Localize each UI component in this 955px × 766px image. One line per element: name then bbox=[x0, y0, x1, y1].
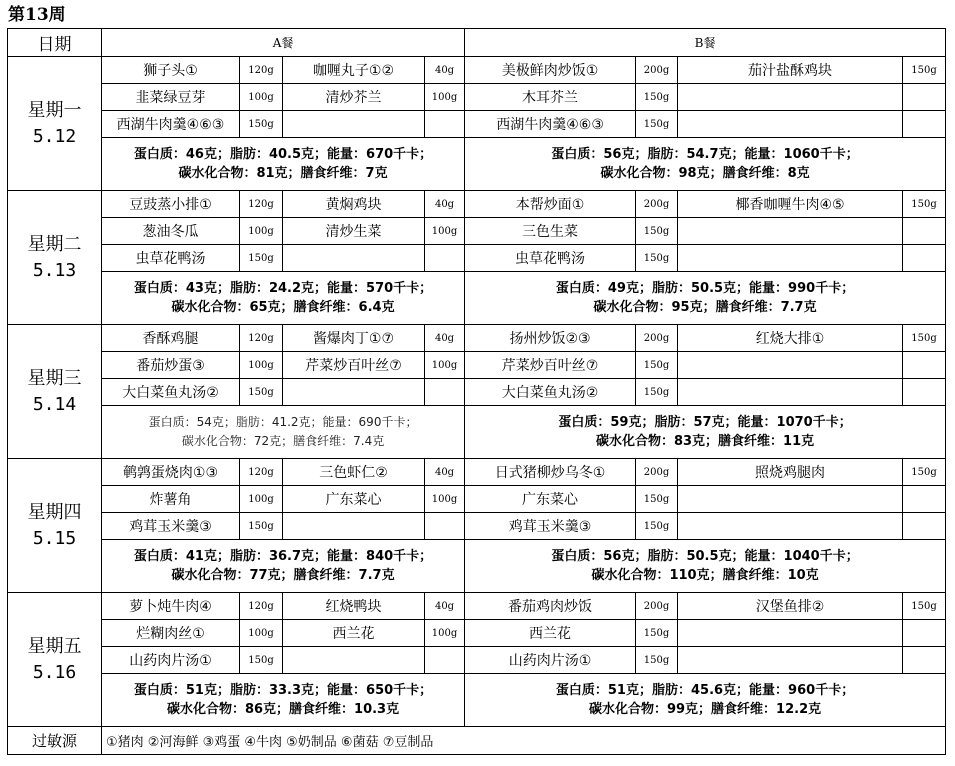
dish-name: 山药肉片汤① bbox=[465, 647, 636, 674]
dish-name: 照烧鸡腿肉 bbox=[678, 459, 903, 486]
weekday-label: 星期一 bbox=[27, 99, 82, 121]
dish-weight: 120g bbox=[240, 325, 283, 352]
dish-name: 汉堡鱼排② bbox=[678, 593, 903, 620]
menu-row bbox=[8, 245, 946, 272]
nutrition-a bbox=[102, 138, 465, 191]
nutrition-line: 蛋白质：49克；脂肪：50.5克；能量：990千卡； bbox=[555, 281, 855, 296]
dish-weight bbox=[903, 513, 946, 540]
dish-name: 清炒芥兰 bbox=[283, 84, 425, 111]
dish-name: 葱油冬瓜 bbox=[102, 218, 240, 245]
nutrition-a bbox=[102, 540, 465, 593]
nutrition-row bbox=[8, 540, 946, 593]
menu-row bbox=[8, 84, 946, 111]
dish-weight bbox=[425, 513, 465, 540]
nutrition-line: 蛋白质：46克；脂肪：40.5克；能量：670千卡； bbox=[133, 147, 433, 162]
dish-name: 炸薯角 bbox=[102, 486, 240, 513]
dish-name: 鸡茸玉米羹③ bbox=[465, 513, 636, 540]
nutrition-a bbox=[102, 674, 465, 727]
nutrition-row bbox=[8, 272, 946, 325]
nutrition-b bbox=[465, 406, 946, 459]
dish-name bbox=[283, 111, 425, 138]
dish-name: 香酥鸡腿 bbox=[102, 325, 240, 352]
dish-name: 黄焖鸡块 bbox=[283, 191, 425, 218]
dish-weight bbox=[425, 111, 465, 138]
dish-name: 椰香咖喱牛肉④⑤ bbox=[678, 191, 903, 218]
nutrition-line: 碳水化合物：98克；膳食纤维：8克 bbox=[600, 166, 810, 181]
dish-name: 鸡茸玉米羹③ bbox=[102, 513, 240, 540]
nutrition-line: 碳水化合物：110克；膳食纤维：10克 bbox=[591, 568, 819, 583]
dish-name: 西湖牛肉羹④⑥③ bbox=[465, 111, 636, 138]
date-label: 5.12 bbox=[32, 125, 77, 147]
dish-name bbox=[678, 84, 903, 111]
menu-row bbox=[8, 486, 946, 513]
dish-weight: 150g bbox=[636, 111, 678, 138]
dish-name bbox=[283, 513, 425, 540]
dish-weight: 150g bbox=[903, 325, 946, 352]
dish-name bbox=[283, 647, 425, 674]
menu-row bbox=[8, 593, 946, 620]
dish-weight: 200g bbox=[636, 325, 678, 352]
dish-name: 三色生菜 bbox=[465, 218, 636, 245]
date-column-header: 日期 bbox=[8, 29, 102, 57]
dish-name: 虫草花鸭汤 bbox=[102, 245, 240, 272]
dish-name: 番茄炒蛋③ bbox=[102, 352, 240, 379]
menu-row bbox=[8, 459, 946, 486]
dish-name: 韭菜绿豆芽 bbox=[102, 84, 240, 111]
nutrition-line: 蛋白质：51克；脂肪：33.3克；能量：650千卡； bbox=[133, 683, 433, 698]
dish-weight: 200g bbox=[636, 459, 678, 486]
nutrition-line: 碳水化合物：81克；膳食纤维：7克 bbox=[178, 166, 388, 181]
dish-name: 芹菜炒百叶丝⑦ bbox=[465, 352, 636, 379]
nutrition-line: 蛋白质：43克；脂肪：24.2克；能量：570千卡； bbox=[133, 281, 433, 296]
dish-name: 虫草花鸭汤 bbox=[465, 245, 636, 272]
dish-weight: 100g bbox=[240, 84, 283, 111]
dish-weight: 120g bbox=[240, 191, 283, 218]
dish-weight bbox=[903, 111, 946, 138]
nutrition-b bbox=[465, 540, 946, 593]
nutrition-line: 蛋白质：51克；脂肪：45.6克；能量：960千卡； bbox=[555, 683, 855, 698]
meal-b-header: B餐 bbox=[465, 29, 946, 57]
dish-weight bbox=[903, 218, 946, 245]
dish-weight: 150g bbox=[636, 379, 678, 406]
date-label: 5.13 bbox=[32, 259, 77, 281]
nutrition-line: 蛋白质：54克；脂肪：41.2克；能量：690千卡； bbox=[148, 415, 418, 429]
week-title: 第13周 bbox=[8, 5, 66, 25]
dish-weight: 40g bbox=[425, 459, 465, 486]
nutrition-line: 蛋白质：56克；脂肪：54.7克；能量：1060千卡； bbox=[551, 147, 859, 162]
dish-weight: 100g bbox=[425, 84, 465, 111]
weekday-label: 星期五 bbox=[27, 635, 82, 657]
nutrition-line: 碳水化合物：83克；膳食纤维：11克 bbox=[595, 434, 815, 449]
dish-weight: 150g bbox=[636, 84, 678, 111]
day-cell bbox=[8, 459, 102, 593]
dish-weight bbox=[425, 647, 465, 674]
meal-a-header: A餐 bbox=[102, 29, 465, 57]
dish-name bbox=[678, 379, 903, 406]
dish-weight: 150g bbox=[240, 245, 283, 272]
dish-weight bbox=[425, 379, 465, 406]
dish-weight: 150g bbox=[240, 513, 283, 540]
allergen-list: ①猪肉 ②河海鲜 ③鸡蛋 ④牛肉 ⑤奶制品 ⑥菌菇 ⑦豆制品 bbox=[102, 727, 946, 755]
dish-weight bbox=[903, 352, 946, 379]
menu-row bbox=[8, 352, 946, 379]
nutrition-b bbox=[465, 272, 946, 325]
dish-weight: 100g bbox=[425, 218, 465, 245]
dish-weight: 100g bbox=[425, 486, 465, 513]
menu-row bbox=[8, 379, 946, 406]
dish-weight: 150g bbox=[636, 352, 678, 379]
menu-row bbox=[8, 57, 946, 84]
nutrition-a bbox=[102, 272, 465, 325]
dish-weight: 200g bbox=[636, 191, 678, 218]
dish-name: 番茄鸡肉炒饭 bbox=[465, 593, 636, 620]
nutrition-row bbox=[8, 406, 946, 459]
dish-weight: 150g bbox=[240, 647, 283, 674]
menu-row bbox=[8, 620, 946, 647]
dish-name bbox=[283, 245, 425, 272]
dish-name: 日式猪柳炒乌冬① bbox=[465, 459, 636, 486]
dish-name: 茄汁盐酥鸡块 bbox=[678, 57, 903, 84]
dish-name bbox=[678, 218, 903, 245]
day-cell bbox=[8, 57, 102, 191]
nutrition-line: 碳水化合物：77克；膳食纤维：7.7克 bbox=[171, 568, 395, 583]
dish-name: 三色虾仁② bbox=[283, 459, 425, 486]
allergen-row bbox=[8, 727, 946, 755]
weekday-label: 星期三 bbox=[27, 367, 82, 389]
dish-name: 芹菜炒百叶丝⑦ bbox=[283, 352, 425, 379]
dish-name bbox=[678, 245, 903, 272]
dish-weight: 200g bbox=[636, 57, 678, 84]
dish-name: 山药肉片汤① bbox=[102, 647, 240, 674]
dish-weight: 150g bbox=[240, 379, 283, 406]
dish-name bbox=[678, 620, 903, 647]
dish-weight: 100g bbox=[240, 218, 283, 245]
dish-weight: 150g bbox=[636, 513, 678, 540]
dish-name: 烂糊肉丝① bbox=[102, 620, 240, 647]
dish-name: 清炒生菜 bbox=[283, 218, 425, 245]
dish-weight bbox=[903, 245, 946, 272]
menu-row bbox=[8, 218, 946, 245]
dish-weight: 120g bbox=[240, 459, 283, 486]
nutrition-row bbox=[8, 138, 946, 191]
dish-weight: 100g bbox=[240, 352, 283, 379]
dish-weight: 100g bbox=[240, 486, 283, 513]
nutrition-line: 碳水化合物：95克；膳食纤维：7.7克 bbox=[593, 300, 817, 315]
nutrition-a bbox=[102, 406, 465, 459]
nutrition-line: 碳水化合物：99克；膳食纤维：12.2克 bbox=[588, 702, 822, 717]
dish-name bbox=[678, 486, 903, 513]
dish-name: 本帮炒面① bbox=[465, 191, 636, 218]
dish-weight bbox=[903, 84, 946, 111]
dish-weight: 40g bbox=[425, 191, 465, 218]
dish-weight: 40g bbox=[425, 593, 465, 620]
date-label: 5.16 bbox=[32, 661, 77, 683]
menu-row bbox=[8, 191, 946, 218]
dish-name: 广东菜心 bbox=[465, 486, 636, 513]
day-cell bbox=[8, 325, 102, 459]
dish-weight: 150g bbox=[903, 459, 946, 486]
dish-name: 大白菜鱼丸汤② bbox=[465, 379, 636, 406]
dish-weight: 100g bbox=[425, 620, 465, 647]
menu-row bbox=[8, 513, 946, 540]
dish-weight bbox=[903, 486, 946, 513]
dish-weight: 100g bbox=[240, 620, 283, 647]
weekday-label: 星期四 bbox=[27, 501, 82, 523]
dish-weight: 150g bbox=[636, 486, 678, 513]
header-row bbox=[8, 29, 946, 57]
dish-name: 鹌鹑蛋烧肉①③ bbox=[102, 459, 240, 486]
date-label: 5.15 bbox=[32, 527, 77, 549]
dish-name bbox=[678, 111, 903, 138]
menu-table bbox=[7, 28, 946, 755]
nutrition-line: 碳水化合物：72克；膳食纤维：7.4克 bbox=[181, 434, 385, 448]
dish-name: 酱爆肉丁①⑦ bbox=[283, 325, 425, 352]
nutrition-line: 蛋白质：56克；脂肪：50.5克；能量：1040千卡； bbox=[551, 549, 859, 564]
dish-weight: 150g bbox=[903, 593, 946, 620]
dish-weight: 150g bbox=[903, 57, 946, 84]
dish-name bbox=[678, 352, 903, 379]
dish-weight bbox=[903, 620, 946, 647]
dish-name: 扬州炒饭②③ bbox=[465, 325, 636, 352]
dish-name: 大白菜鱼丸汤② bbox=[102, 379, 240, 406]
dish-name: 红烧鸭块 bbox=[283, 593, 425, 620]
nutrition-b bbox=[465, 674, 946, 727]
dish-name bbox=[283, 379, 425, 406]
dish-weight: 100g bbox=[425, 352, 465, 379]
dish-name: 木耳芥兰 bbox=[465, 84, 636, 111]
nutrition-line: 碳水化合物：86克；膳食纤维：10.3克 bbox=[166, 702, 400, 717]
dish-name bbox=[678, 647, 903, 674]
dish-weight: 120g bbox=[240, 57, 283, 84]
dish-weight: 150g bbox=[903, 191, 946, 218]
dish-weight: 150g bbox=[636, 647, 678, 674]
dish-name: 豆豉蒸小排① bbox=[102, 191, 240, 218]
menu-row bbox=[8, 111, 946, 138]
dish-name: 广东菜心 bbox=[283, 486, 425, 513]
date-label: 5.14 bbox=[32, 393, 77, 415]
menu-row bbox=[8, 647, 946, 674]
dish-name: 西兰花 bbox=[465, 620, 636, 647]
dish-name: 咖喱丸子①② bbox=[283, 57, 425, 84]
day-cell bbox=[8, 191, 102, 325]
dish-weight bbox=[425, 245, 465, 272]
day-cell bbox=[8, 593, 102, 727]
dish-name: 红烧大排① bbox=[678, 325, 903, 352]
dish-weight bbox=[903, 379, 946, 406]
dish-weight: 120g bbox=[240, 593, 283, 620]
dish-weight: 150g bbox=[636, 218, 678, 245]
dish-weight: 40g bbox=[425, 325, 465, 352]
dish-name: 西兰花 bbox=[283, 620, 425, 647]
dish-name bbox=[678, 513, 903, 540]
dish-weight: 150g bbox=[636, 245, 678, 272]
dish-weight: 40g bbox=[425, 57, 465, 84]
dish-weight bbox=[903, 647, 946, 674]
weekday-label: 星期二 bbox=[27, 233, 82, 255]
dish-name: 西湖牛肉羹④⑥③ bbox=[102, 111, 240, 138]
nutrition-line: 蛋白质：59克；脂肪：57克；能量：1070千卡； bbox=[558, 415, 852, 430]
nutrition-line: 碳水化合物：65克；膳食纤维：6.4克 bbox=[171, 300, 395, 315]
dish-weight: 150g bbox=[636, 620, 678, 647]
nutrition-row bbox=[8, 674, 946, 727]
dish-weight: 150g bbox=[240, 111, 283, 138]
dish-name: 萝卜炖牛肉④ bbox=[102, 593, 240, 620]
dish-name: 美极鲜肉炒饭① bbox=[465, 57, 636, 84]
menu-row bbox=[8, 325, 946, 352]
dish-weight: 200g bbox=[636, 593, 678, 620]
allergen-label: 过敏源 bbox=[8, 727, 102, 755]
nutrition-line: 蛋白质：41克；脂肪：36.7克；能量：840千卡； bbox=[133, 549, 433, 564]
nutrition-b bbox=[465, 138, 946, 191]
dish-name: 狮子头① bbox=[102, 57, 240, 84]
